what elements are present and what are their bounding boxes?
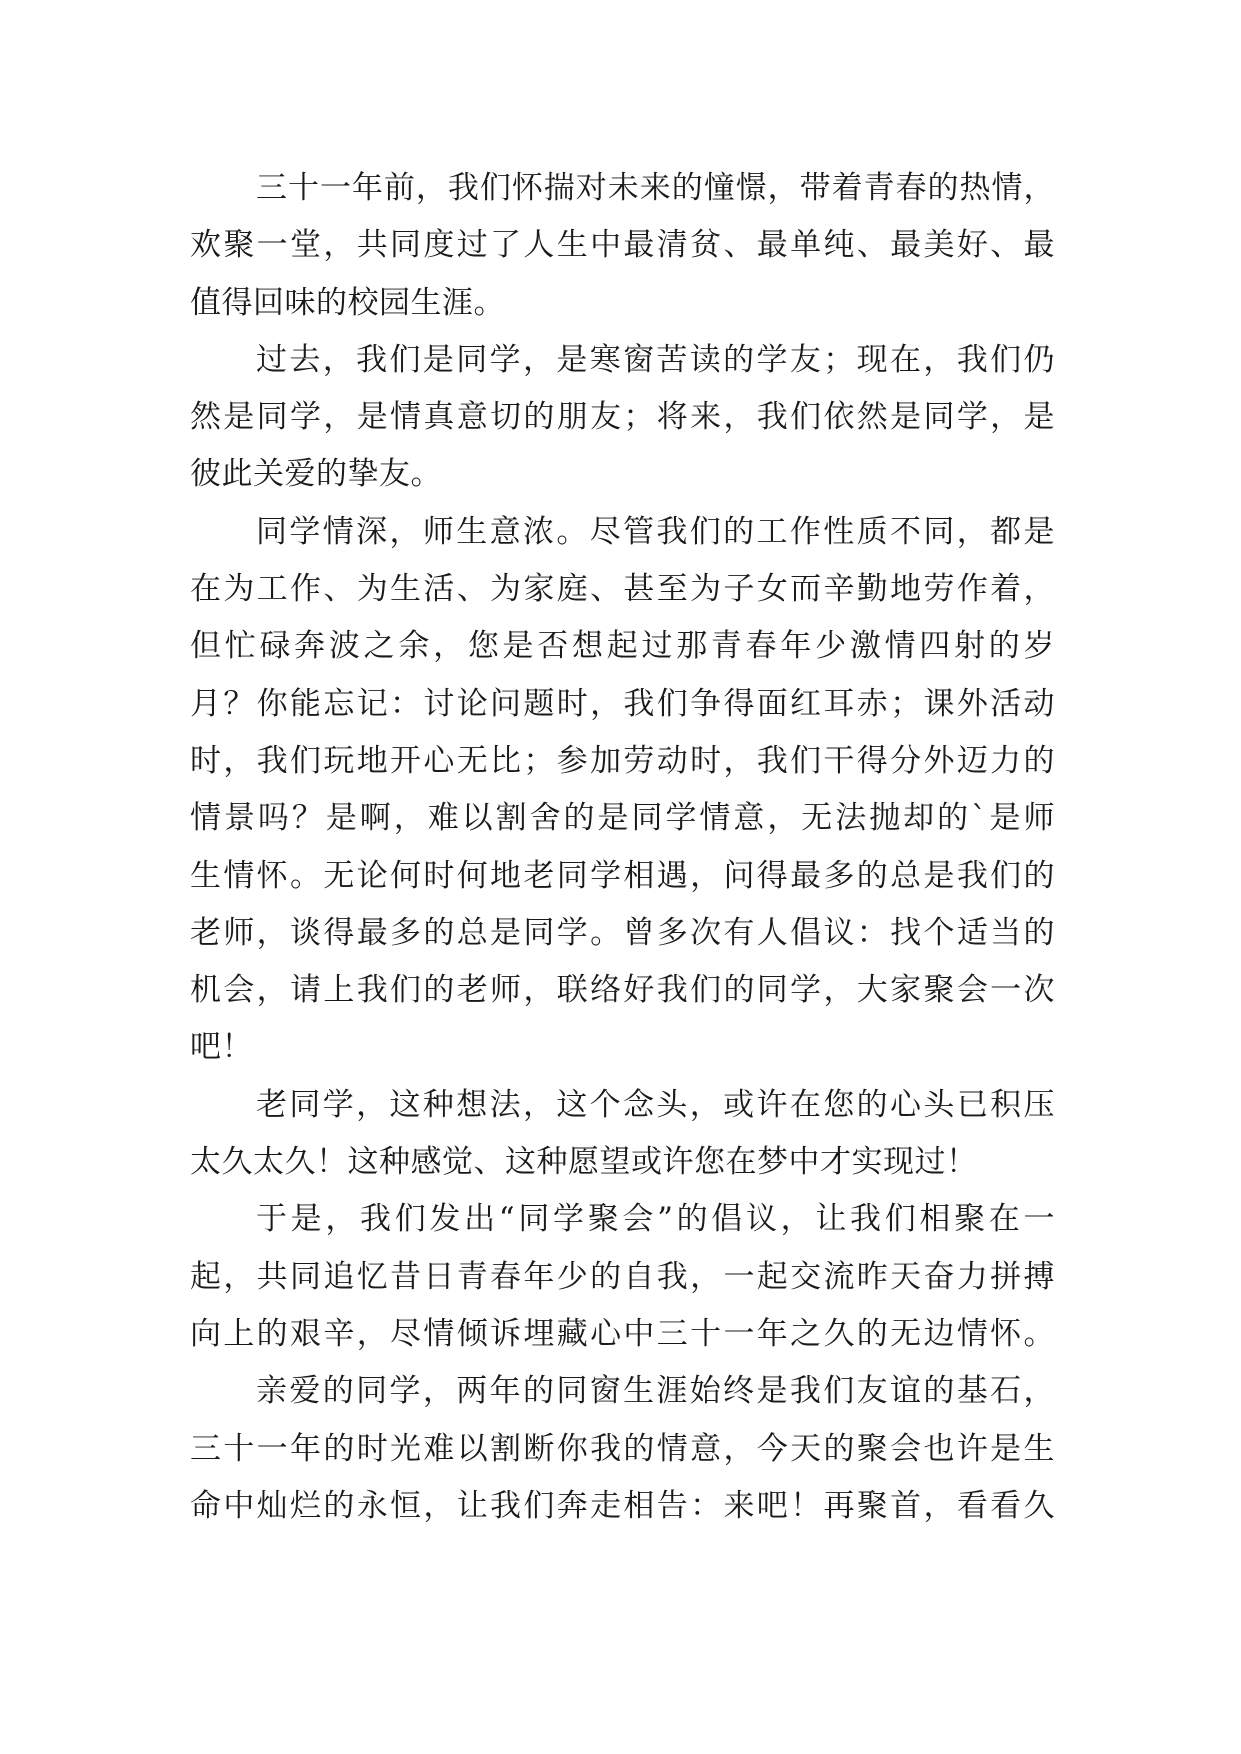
text-line: 然是同学，是情真意切的朋友；将来，我们依然是同学，是: [190, 399, 1055, 436]
text-line: 向上的艰辛，尽情倾诉埋藏心中三十一年之久的无边情怀。: [190, 1315, 1055, 1352]
text-line: 同学情深，师生意浓。尽管我们的工作性质不同，都是: [256, 513, 1055, 550]
text-line: 老师，谈得最多的总是同学。曾多次有人倡议：找个适当的: [190, 914, 1055, 951]
paragraph-2: [190, 332, 1055, 504]
paragraph-5: [190, 1191, 1055, 1363]
text-line: 过去，我们是同学，是寒窗苦读的学友；现在，我们仍: [256, 341, 1055, 378]
text-line: 三十一年的时光难以割断你我的情意，今天的聚会也许是生: [190, 1430, 1055, 1467]
paragraph-1: [190, 160, 1055, 332]
text-line: 但忙碌奔波之余，您是否想起过那青春年少激情四射的岁: [190, 628, 1055, 665]
text-line: 在为工作、为生活、为家庭、甚至为子女而辛勤地劳作着，: [190, 571, 1055, 608]
text-line: 于是，我们发出“同学聚会”的倡议，让我们相聚在一: [256, 1201, 1055, 1238]
paragraph-4: [190, 1077, 1055, 1192]
text-line: 欢聚一堂，共同度过了人生中最清贫、最单纯、最美好、最: [190, 227, 1055, 264]
text-line: 亲爱的同学，两年的同窗生涯始终是我们友谊的基石，: [256, 1373, 1055, 1410]
text-line: 三十一年前，我们怀揣对未来的憧憬，带着青春的热情，: [256, 170, 1055, 206]
text-line: 时，我们玩地开心无比；参加劳动时，我们干得分外迈力的: [190, 742, 1055, 779]
text-line: 起，共同追忆昔日青春年少的自我，一起交流昨天奋力拼搏: [190, 1258, 1055, 1295]
text-line: 老同学，这种想法，这个念头，或许在您的心头已积压: [256, 1086, 1055, 1123]
text-line: 命中灿烂的永恒，让我们奔走相告：来吧！再聚首，看看久: [190, 1487, 1055, 1524]
text-line: 月？你能忘记：讨论问题时，我们争得面红耳赤；课外活动: [190, 685, 1055, 722]
paragraph-6: [190, 1363, 1055, 1535]
text-line: 机会，请上我们的老师，联络好我们的同学，大家聚会一次: [190, 972, 1055, 1009]
text-line: 吧！: [190, 1029, 253, 1066]
paragraph-3: [190, 504, 1055, 1077]
text-line: 值得回味的校园生涯。: [190, 284, 505, 321]
text-line: 情景吗？是啊，难以割舍的是同学情意，无法抛却的`是师: [190, 800, 1055, 837]
text-line: 太久太久！这种感觉、这种愿望或许您在梦中才实现过！: [190, 1144, 978, 1181]
document-body: [190, 160, 1055, 1535]
text-line: 彼此关爱的挚友。: [190, 456, 442, 493]
text-line: 生情怀。无论何时何地老同学相遇，问得最多的总是我们的: [190, 857, 1055, 894]
